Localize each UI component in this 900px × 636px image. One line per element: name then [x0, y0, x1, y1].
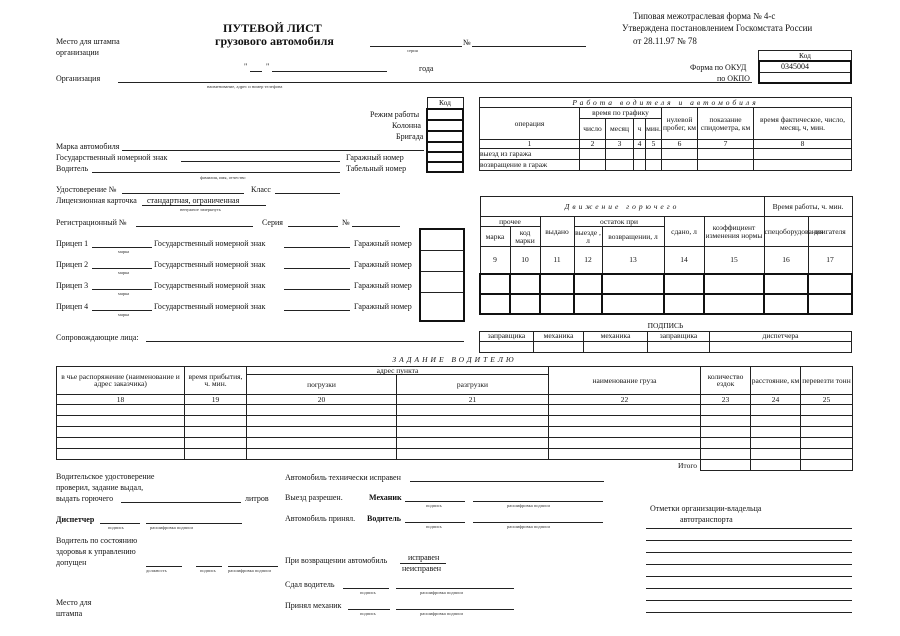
fuel-cell[interactable]: [510, 294, 540, 314]
brigada-cell[interactable]: [427, 131, 463, 142]
task-cell[interactable]: [701, 449, 751, 460]
licen-line: [142, 205, 266, 206]
marks-label-2: автотранспорта: [680, 515, 733, 524]
task-num: 25: [801, 395, 853, 405]
trailer-2-gar: Гаражный номер: [354, 260, 412, 269]
task-address: адрес пункта: [247, 366, 549, 375]
fuel-cell[interactable]: [664, 294, 704, 314]
fuel-prochee: прочее: [480, 217, 540, 227]
trailer-garage-box[interactable]: [419, 228, 465, 322]
udost-check-3: выдать горючего: [56, 494, 114, 503]
fuel-cell[interactable]: [480, 274, 510, 294]
trailer-2-gos-line[interactable]: [284, 268, 350, 269]
sign-role: механика: [534, 331, 584, 341]
trailer-1-gos: Государственный номерной знак: [154, 239, 266, 248]
work-cell[interactable]: [662, 149, 698, 160]
series-hint: серия: [407, 48, 418, 53]
fuel-cell[interactable]: [764, 294, 808, 314]
reg-seriya-label: Серия: [262, 218, 283, 227]
sign-cell[interactable]: [584, 341, 648, 352]
sdal-decode-line[interactable]: [396, 588, 514, 589]
fuel-cell[interactable]: [808, 294, 852, 314]
org-line[interactable]: [118, 82, 752, 83]
trailer-3-gos: Государственный номерной знак: [154, 281, 266, 290]
okud-value: 0345004: [781, 62, 809, 71]
okud-divider: [760, 72, 850, 73]
work-num: 8: [754, 140, 852, 149]
fuel-cell[interactable]: [540, 294, 574, 314]
prinyal-sign-hint: подпись: [360, 611, 376, 616]
sdal-sign-line[interactable]: [343, 588, 389, 589]
task-cell[interactable]: [751, 427, 801, 438]
task-cell[interactable]: [701, 427, 751, 438]
fuel-cell[interactable]: [480, 294, 510, 314]
work-cell[interactable]: [646, 149, 662, 160]
task-cell[interactable]: [57, 449, 185, 460]
okud-label: Форма по ОКУД: [690, 63, 747, 72]
drv-sign-hint: подпись: [426, 524, 442, 529]
form-line-3: от 28.11.97 № 78: [633, 36, 697, 46]
stamp-org: организации: [56, 48, 99, 57]
fuel-num: 14: [664, 247, 704, 274]
work-num: 7: [698, 140, 754, 149]
task-cell[interactable]: [57, 438, 185, 449]
fuel-table: [479, 196, 853, 315]
sign-cell[interactable]: [648, 341, 710, 352]
reg-seriya-line[interactable]: [288, 226, 338, 227]
sign-role: механика: [584, 331, 648, 341]
vod-state-2: здоровья к управлению: [56, 547, 136, 556]
accepted-label: Автомобиль принял.: [285, 514, 356, 523]
task-cell[interactable]: [801, 405, 853, 416]
task-cell[interactable]: [397, 438, 549, 449]
work-cell[interactable]: [698, 160, 754, 171]
task-tons: перевезти тонн: [801, 366, 853, 395]
voditel-label: Водитель: [56, 164, 89, 173]
fuel-koef: коэффициент изменения нормы: [704, 217, 764, 247]
task-trips: количество ездок: [701, 366, 751, 395]
task-cell[interactable]: [801, 416, 853, 427]
stamp-place-3: штампа: [56, 609, 83, 618]
driver-label: Водитель: [367, 514, 401, 523]
work-table: [479, 97, 852, 171]
marks-line[interactable]: [646, 576, 852, 577]
brigada-label: Бригада: [396, 132, 424, 141]
work-num: 2: [580, 140, 606, 149]
marks-line[interactable]: [646, 540, 852, 541]
tech-ok-label: Автомобиль технически исправен: [285, 473, 401, 482]
trailer-3-gos-line[interactable]: [284, 289, 350, 290]
garazh-cell[interactable]: [427, 152, 463, 162]
work-num: 4: [634, 140, 646, 149]
marks-line[interactable]: [646, 612, 852, 613]
form-line-1: Типовая межотраслевая форма № 4-с: [633, 11, 776, 21]
sdal-label: Сдал водитель: [285, 580, 335, 589]
sign-role: заправщика: [480, 331, 534, 341]
fuel-num: 12: [574, 247, 602, 274]
task-cargo: наименование груза: [549, 366, 701, 395]
trailer-1-gar: Гаражный номер: [354, 239, 412, 248]
work-num: 3: [606, 140, 634, 149]
reg-no-line[interactable]: [352, 226, 400, 227]
dispatcher-sign-hint: подпись: [108, 525, 124, 530]
tabel-cell[interactable]: [427, 162, 463, 172]
task-cell[interactable]: [397, 416, 549, 427]
trailer-3-gar: Гаражный номер: [354, 281, 412, 290]
work-by-schedule: время по графику: [580, 108, 662, 119]
vod-state-3: допущен: [56, 558, 87, 567]
on-return-label: При возвращении автомобиль: [285, 556, 388, 565]
work-cell[interactable]: [580, 149, 606, 160]
task-num: 20: [247, 395, 397, 405]
task-cell[interactable]: [801, 427, 853, 438]
fuel-num: 11: [540, 247, 574, 274]
work-cell[interactable]: [634, 160, 646, 171]
task-cell[interactable]: [57, 427, 185, 438]
stamp-place-2: Место для: [56, 598, 92, 607]
task-num: 22: [549, 395, 701, 405]
med-sign-hint: подпись: [200, 568, 216, 573]
task-cell[interactable]: [549, 405, 701, 416]
org-hint: наименование, адрес и номер телефона: [207, 84, 283, 89]
fuel-num: 16: [764, 247, 808, 274]
task-cell[interactable]: [247, 427, 397, 438]
fuel-num: 9: [480, 247, 510, 274]
fuel-cell[interactable]: [574, 274, 602, 294]
date-quote-2: ": [266, 62, 270, 71]
work-speedo: показание спидометра, км: [698, 108, 754, 140]
task-cell[interactable]: [185, 449, 247, 460]
task-num: 18: [57, 395, 185, 405]
task-cell[interactable]: [185, 438, 247, 449]
work-num: 1: [480, 140, 580, 149]
rezhim-label: Режим работы: [370, 110, 420, 119]
work-cell[interactable]: [662, 160, 698, 171]
task-cell[interactable]: [397, 427, 549, 438]
trailer-2-line[interactable]: [92, 268, 152, 269]
kolonna-label: Колонна: [392, 121, 421, 130]
task-itogo: Итого: [57, 460, 701, 471]
itogo-cell[interactable]: [751, 460, 801, 471]
marks-label-1: Отметки организации-владельца: [650, 504, 762, 513]
form-line-2: Утверждена постановлением Госкомстата России: [622, 23, 813, 33]
trailer-4-gar: Гаражный номер: [354, 302, 412, 311]
mech-sign-line[interactable]: [405, 501, 465, 502]
task-cell[interactable]: [751, 438, 801, 449]
fuel-cell[interactable]: [764, 274, 808, 294]
fuel-cell[interactable]: [704, 274, 764, 294]
fio-hint: фамилия, имя, отчество: [200, 175, 246, 180]
work-chislo: число: [580, 119, 606, 140]
work-row-out: выезд из гаража: [480, 149, 580, 160]
fuel-cell[interactable]: [704, 294, 764, 314]
trailer-4-line[interactable]: [92, 310, 152, 311]
dispatcher-label: Диспетчер: [56, 515, 95, 524]
trailer-4-gos-line[interactable]: [284, 310, 350, 311]
number-line[interactable]: [472, 46, 586, 47]
work-cell[interactable]: [754, 160, 852, 171]
task-cell[interactable]: [549, 416, 701, 427]
fuel-cell[interactable]: [602, 274, 664, 294]
work-num: 6: [662, 140, 698, 149]
task-unload: разгрузки: [397, 375, 549, 395]
trailer-1-line[interactable]: [92, 247, 152, 248]
sign-role: диспетчера: [710, 331, 852, 341]
udost-check-1: Водительское удостоверение: [56, 472, 155, 481]
work-cell[interactable]: [754, 149, 852, 160]
dispatcher-decode-line[interactable]: [146, 523, 242, 524]
trailer-4-gos: Государственный номерной знак: [154, 302, 266, 311]
marka-line[interactable]: [122, 150, 424, 151]
marks-line[interactable]: [646, 600, 852, 601]
work-cell[interactable]: [698, 149, 754, 160]
kolonna-cell[interactable]: [427, 120, 463, 131]
fuel-cell[interactable]: [664, 274, 704, 294]
work-cell[interactable]: [606, 149, 634, 160]
udost-line[interactable]: [122, 193, 244, 194]
fuel-specob: спецоборудования: [764, 217, 808, 247]
dispatcher-sign-line[interactable]: [100, 523, 140, 524]
udost-label: Удостоверение №: [56, 185, 117, 194]
work-null-probeg: нулевой пробег, км: [662, 108, 698, 140]
task-cell[interactable]: [801, 438, 853, 449]
drv-decode-hint: расшифровка подписи: [507, 524, 550, 529]
task-cell[interactable]: [751, 449, 801, 460]
trailer-4-label: Прицеп 4: [56, 302, 89, 311]
marka-cell[interactable]: [427, 142, 463, 152]
task-cell[interactable]: [751, 416, 801, 427]
rezhim-cell[interactable]: [427, 109, 463, 120]
work-min: мин.: [646, 119, 662, 140]
fuel-ostatok: остаток при: [574, 217, 664, 227]
exit-ok-label: Выезд разрешен.: [285, 493, 343, 502]
task-cell[interactable]: [247, 438, 397, 449]
sign-cell[interactable]: [710, 341, 852, 352]
work-row-in: возвращение в гараж: [480, 160, 580, 171]
task-title: ЗАДАНИЕ ВОДИТЕЛЮ: [57, 355, 853, 366]
task-arrival: время прибытия, ч. мин.: [185, 366, 247, 395]
task-customer: в чье распоряжение (наименование и адрес заказчика): [57, 366, 185, 395]
fuel-cell[interactable]: [540, 274, 574, 294]
task-cell[interactable]: [185, 405, 247, 416]
work-title: Работа водителя и автомобиля: [480, 98, 852, 108]
prinyal-label: Принял механик: [285, 601, 342, 610]
fuel-podpis: ПОДПИСЬ: [480, 322, 852, 331]
fuel-vydano: выдано: [540, 217, 574, 247]
fuel-worktime: Время работы, ч. мин.: [764, 197, 852, 217]
fuel-issue-line[interactable]: [121, 502, 241, 503]
mech-decode-hint: расшифровка подписи: [507, 503, 550, 508]
licen-value[interactable]: стандартная, ограниченная: [147, 196, 240, 205]
soprov-line[interactable]: [146, 341, 464, 342]
fuel-kod-marki: код марки: [510, 227, 540, 247]
trailer-2-hint: марка: [118, 270, 130, 275]
itogo-cell[interactable]: [801, 460, 853, 471]
fuel-cell[interactable]: [808, 274, 852, 294]
trailer-1-gos-line[interactable]: [284, 247, 350, 248]
task-cell[interactable]: [247, 416, 397, 427]
fuel-num: 15: [704, 247, 764, 274]
fuel-sdano: сдано, л: [664, 217, 704, 247]
left-kod: Код: [427, 98, 463, 109]
work-ch: ч: [634, 119, 646, 140]
fuel-vozvr: возвращении, л: [602, 227, 664, 247]
stamp-place: Место для штампа: [56, 37, 120, 46]
med-sign-line[interactable]: [196, 566, 222, 567]
doc-title: ПУТЕВОЙ ЛИСТ: [223, 21, 322, 35]
okpo-label: по ОКПО: [717, 74, 750, 83]
reg-label: Регистрационный №: [56, 218, 127, 227]
doc-subtitle: грузового автомобиля: [215, 34, 334, 48]
dispatcher-decode-hint: расшифровка подписи: [150, 525, 193, 530]
trailer-2-label: Прицеп 2: [56, 260, 89, 269]
prinyal-decode-line[interactable]: [396, 609, 514, 610]
task-cell[interactable]: [185, 416, 247, 427]
itogo-cell[interactable]: [701, 460, 751, 471]
gos-nomer-line[interactable]: [181, 161, 340, 162]
task-cell[interactable]: [247, 405, 397, 416]
task-cell[interactable]: [397, 449, 549, 460]
gos-nomer-label: Государственный номерной знак: [56, 153, 168, 162]
tabel-label: Табельный номер: [346, 164, 407, 173]
work-fact-time: время фактическое, число, месяц, ч, мин.: [754, 108, 852, 140]
mech-sign-hint: подпись: [426, 503, 442, 508]
task-num: 23: [701, 395, 751, 405]
work-cell[interactable]: [646, 160, 662, 171]
vod-state-1: Водитель по состоянию: [56, 536, 138, 545]
udost-check-2: проверил, задание выдал,: [56, 483, 144, 492]
task-dist: расстояние, км: [751, 366, 801, 395]
work-num: 5: [646, 140, 662, 149]
task-cell[interactable]: [247, 449, 397, 460]
licen-hint: ненужное зачеркнуть: [180, 207, 221, 212]
sdal-sign-hint: подпись: [360, 590, 376, 595]
mech-decode-line[interactable]: [473, 501, 603, 502]
task-num: 21: [397, 395, 549, 405]
date-month-line[interactable]: [272, 71, 387, 72]
trailer-3-line[interactable]: [92, 289, 152, 290]
licen-label: Лицензионная карточка: [56, 196, 137, 205]
task-num: 19: [185, 395, 247, 405]
task-cell[interactable]: [701, 405, 751, 416]
sign-table: [479, 322, 852, 353]
trailer-4-hint: марка: [118, 312, 130, 317]
task-cell[interactable]: [801, 449, 853, 460]
fuel-num: 13: [602, 247, 664, 274]
work-mesyac: месяц: [606, 119, 634, 140]
voditel-line[interactable]: [92, 172, 340, 173]
date-quote-1: ": [244, 62, 248, 71]
marks-line[interactable]: [646, 528, 852, 529]
trailer-1-hint: марка: [118, 249, 130, 254]
prinyal-sign-line[interactable]: [348, 609, 390, 610]
reg-line[interactable]: [136, 226, 253, 227]
soprov-label: Сопровождающие лица:: [56, 333, 139, 342]
task-table: [56, 355, 853, 471]
work-cell[interactable]: [580, 160, 606, 171]
fuel-cell[interactable]: [602, 294, 664, 314]
garazh-label: Гаражный номер: [346, 153, 404, 162]
neispraven-label[interactable]: неисправен: [402, 564, 442, 573]
fuel-cell[interactable]: [574, 294, 602, 314]
mechanic-label: Механик: [369, 493, 402, 502]
kod-header: Код: [799, 51, 811, 60]
marks-line[interactable]: [646, 564, 852, 565]
prinyal-decode-hint: расшифровка подписи: [420, 611, 463, 616]
med-position-line[interactable]: [146, 566, 182, 567]
series-line[interactable]: [370, 46, 462, 47]
klass-label: Класс: [251, 185, 271, 194]
fuel-dvig: двигателя: [808, 217, 852, 247]
trailer-3-label: Прицеп 3: [56, 281, 89, 290]
med-position-hint: должность: [146, 568, 167, 573]
marks-line[interactable]: [646, 588, 852, 589]
fuel-num: 10: [510, 247, 540, 274]
marka-label: Марка автомобиля: [56, 142, 120, 151]
task-cell[interactable]: [701, 438, 751, 449]
left-code-table: [426, 97, 464, 173]
year-label: года: [419, 64, 434, 73]
task-cell[interactable]: [57, 405, 185, 416]
fuel-marka: марка: [480, 227, 510, 247]
drv-decode-line[interactable]: [473, 522, 603, 523]
task-num: 24: [751, 395, 801, 405]
work-operation: операция: [480, 108, 580, 140]
org-label: Организация: [56, 74, 101, 83]
trailer-1-label: Прицеп 1: [56, 239, 89, 248]
task-cell[interactable]: [701, 416, 751, 427]
med-decode-hint: расшифровка подписи: [228, 568, 271, 573]
task-cell[interactable]: [751, 405, 801, 416]
sdal-decode-hint: расшифровка подписи: [420, 590, 463, 595]
ispraven-label[interactable]: исправен: [408, 553, 440, 562]
tech-ok-line[interactable]: [410, 481, 604, 482]
task-cell[interactable]: [549, 427, 701, 438]
fuel-vyezde: выезде , л: [575, 227, 601, 245]
task-cell[interactable]: [185, 427, 247, 438]
sign-cell[interactable]: [534, 341, 584, 352]
task-cell[interactable]: [397, 405, 549, 416]
sign-cell[interactable]: [480, 341, 534, 352]
task-cell[interactable]: [57, 416, 185, 427]
work-cell[interactable]: [634, 149, 646, 160]
trailer-2-gos: Государственный номерной знак: [154, 260, 266, 269]
number-sign: №: [463, 38, 471, 47]
task-load: погрузки: [247, 375, 397, 395]
work-cell[interactable]: [606, 160, 634, 171]
fuel-title: Движение горючего: [480, 197, 764, 217]
litrov-label: литров: [245, 494, 269, 503]
task-cell[interactable]: [549, 438, 701, 449]
date-day-line[interactable]: [250, 71, 262, 72]
fuel-cell[interactable]: [510, 274, 540, 294]
klass-line[interactable]: [275, 193, 340, 194]
med-decode-line[interactable]: [228, 566, 278, 567]
reg-no-label: №: [342, 218, 350, 227]
marks-line[interactable]: [646, 552, 852, 553]
task-cell[interactable]: [549, 449, 701, 460]
drv-sign-line[interactable]: [405, 522, 465, 523]
sign-role: заправщика: [648, 331, 710, 341]
fuel-num: 17: [808, 247, 852, 274]
trailer-3-hint: марка: [118, 291, 130, 296]
